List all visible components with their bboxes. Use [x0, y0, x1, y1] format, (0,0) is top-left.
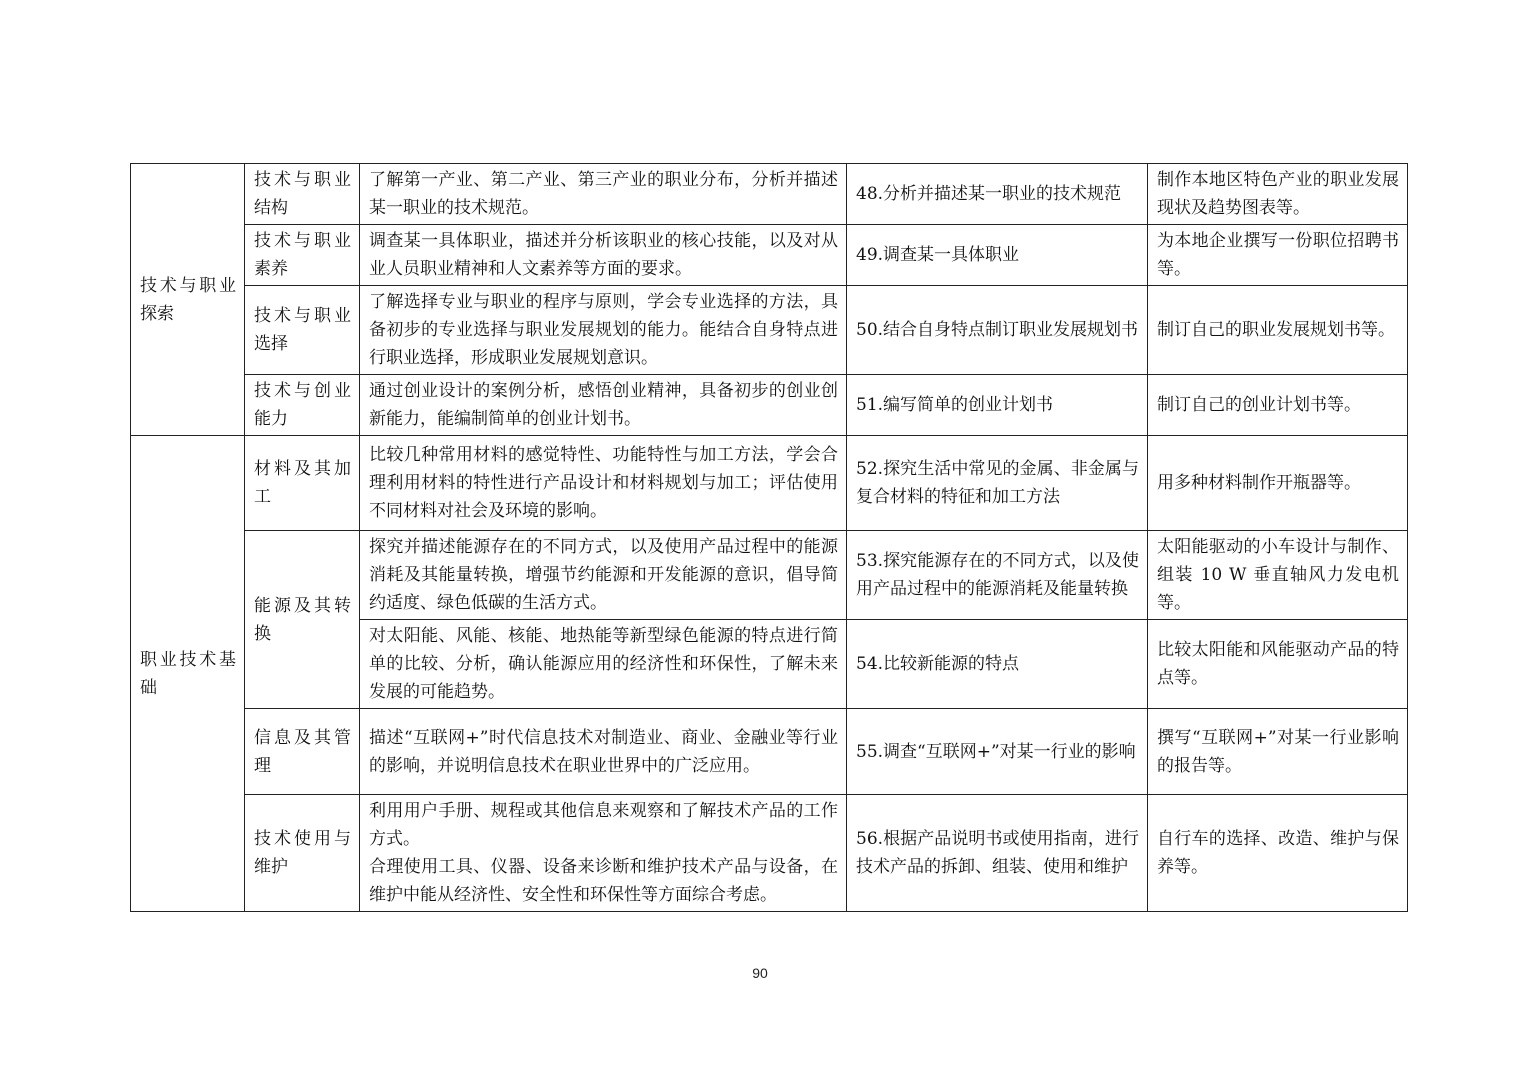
activity-cell: 52.探究生活中常见的金属、非金属与复合材料的特征和加工方法 — [847, 436, 1148, 531]
example-cell: 撰写“互联网+”对某一行业影响的报告等。 — [1148, 709, 1408, 795]
requirement-cell: 通过创业设计的案例分析，感悟创业精神，具备初步的创业创新能力，能编制简单的创业计划书。 — [360, 375, 847, 436]
activity-cell: 56.根据产品说明书或使用指南，进行技术产品的拆卸、组装、使用和维护 — [847, 795, 1148, 912]
activity-cell: 49.调查某一具体职业 — [847, 225, 1148, 286]
activity-cell: 51.编写简单的创业计划书 — [847, 375, 1148, 436]
topic-cell: 技术与职业结构 — [245, 164, 360, 225]
requirement-cell: 对太阳能、风能、核能、地热能等新型绿色能源的特点进行简单的比较、分析，确认能源应用的经济性和环保性，了解未来发展的可能趋势。 — [360, 620, 847, 709]
activity-cell: 48.分析并描述某一职业的技术规范 — [847, 164, 1148, 225]
page-number: 90 — [752, 965, 768, 981]
topic-cell: 能源及其转换 — [245, 531, 360, 709]
activity-cell: 50.结合自身特点制订职业发展规划书 — [847, 286, 1148, 375]
example-cell: 太阳能驱动的小车设计与制作、组装 10 W 垂直轴风力发电机等。 — [1148, 531, 1408, 620]
requirement-cell — [360, 795, 847, 912]
activity-cell: 55.调查“互联网+”对某一行业的影响 — [847, 709, 1148, 795]
requirement-cell: 了解第一产业、第二产业、第三产业的职业分布，分析并描述某一职业的技术规范。 — [360, 164, 847, 225]
topic-cell: 技术与职业选择 — [245, 286, 360, 375]
table-row — [131, 436, 1408, 531]
example-cell: 为本地企业撰写一份职位招聘书等。 — [1148, 225, 1408, 286]
group-cell: 技术与职业探索 — [131, 164, 245, 436]
requirement-paragraph: 合理使用工具、仪器、设备来诊断和维护技术产品与设备，在维护中能从经济性、安全性和环保性等方面综合考虑。 — [369, 857, 838, 905]
requirement-cell: 探究并描述能源存在的不同方式，以及使用产品过程中的能源消耗及其能量转换，增强节约能源和开发能源的意识，倡导简约适度、绿色低碳的生活方式。 — [360, 531, 847, 620]
example-cell: 制订自己的职业发展规划书等。 — [1148, 286, 1408, 375]
table-row — [131, 531, 1408, 620]
table-row — [131, 286, 1408, 375]
topic-cell: 材料及其加工 — [245, 436, 360, 531]
requirement-cell: 比较几种常用材料的感觉特性、功能特性与加工方法，学会合理利用材料的特性进行产品设计和材料规划与加工；评估使用不同材料对社会及环境的影响。 — [360, 436, 847, 531]
requirement-cell: 调查某一具体职业，描述并分析该职业的核心技能，以及对从业人员职业精神和人文素养等方面的要求。 — [360, 225, 847, 286]
example-cell: 自行车的选择、改造、维护与保养等。 — [1148, 795, 1408, 912]
example-cell: 制作本地区特色产业的职业发展现状及趋势图表等。 — [1148, 164, 1408, 225]
curriculum-table — [130, 163, 1408, 912]
table-row — [131, 225, 1408, 286]
table-row — [131, 164, 1408, 225]
activity-cell: 54.比较新能源的特点 — [847, 620, 1148, 709]
topic-cell: 信息及其管理 — [245, 709, 360, 795]
table-row — [131, 375, 1408, 436]
table-row — [131, 795, 1408, 912]
table-row — [131, 709, 1408, 795]
example-cell: 比较太阳能和风能驱动产品的特点等。 — [1148, 620, 1408, 709]
activity-cell: 53.探究能源存在的不同方式，以及使用产品过程中的能源消耗及能量转换 — [847, 531, 1148, 620]
example-cell: 制订自己的创业计划书等。 — [1148, 375, 1408, 436]
group-cell: 职业技术基础 — [131, 436, 245, 912]
topic-cell: 技术与职业素养 — [245, 225, 360, 286]
requirement-cell: 了解选择专业与职业的程序与原则，学会专业选择的方法，具备初步的专业选择与职业发展规划的能力。能结合自身特点进行职业选择，形成职业发展规划意识。 — [360, 286, 847, 375]
requirement-cell: 描述“互联网+”时代信息技术对制造业、商业、金融业等行业的影响，并说明信息技术在职业世界中的广泛应用。 — [360, 709, 847, 795]
topic-cell: 技术与创业能力 — [245, 375, 360, 436]
topic-cell: 技术使用与维护 — [245, 795, 360, 912]
requirement-paragraph: 利用用户手册、规程或其他信息来观察和了解技术产品的工作方式。 — [369, 801, 838, 849]
example-cell: 用多种材料制作开瓶器等。 — [1148, 436, 1408, 531]
